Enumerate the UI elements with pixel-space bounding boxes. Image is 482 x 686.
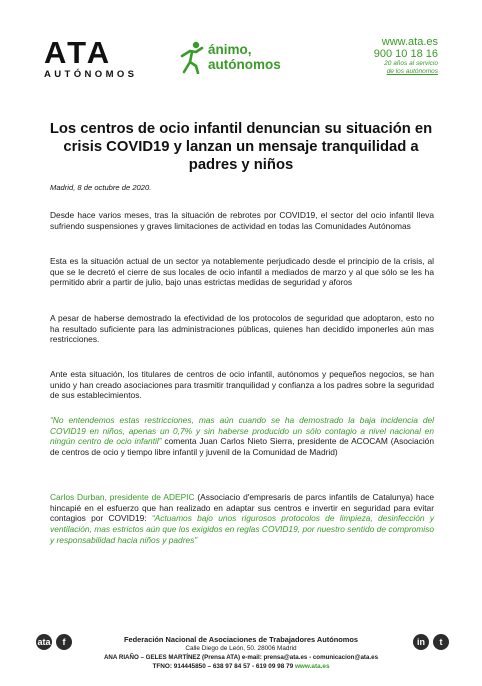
paragraph-3: A pesar de haberse demostrado la efectividad de los protocolos de seguridad que adoptaron, esto no ha resultado suficiente para las administraciones públicas, quienes han decidido imponerles aún mas restricciones. — [50, 313, 434, 345]
ata-logo-sub: AUTÓNOMOS — [44, 69, 138, 80]
quote-acocam: “No entendemos estas restricciones, mas aún cuando se ha demostrado la baja incidencia del COVID19 en niños, apenas un 0,7% y sin haberse producido un sólo contagio a nivel nacional en ningún centro de ocio infantil” — [50, 415, 434, 447]
ata-logo — [44, 35, 144, 88]
paragraph-2: Esta es la situación actual de un sector ya notablemente perjudicado desde el principio de la crisis, al que se le decretó el cierre de sus locales de ocio infantil a mediados de marzo y al que sólo se les ha permitido abrir a partir de julio, bajo unas estrictas medidas de seguridad y aforos — [50, 256, 434, 288]
paragraph-6-text: (Associacio d'empresaris de parcs infantils de Catalunya) hace hincapié en el esfuerzo que han realizado en adaptar sus centros e invertir en seguridad para evitar contagios por COVID19: — [50, 492, 435, 524]
tagline — [318, 60, 438, 76]
animo-line2: autónomos — [208, 57, 281, 72]
ata-logo-word: ATA — [44, 35, 113, 70]
tagline-line1: 20 años al servicio — [384, 60, 438, 67]
press-release-title: Los centros de ocio infantil denuncian su situación en crisis COVID19 y lanzan un mensaje tranquilidad a padres y niños — [49, 121, 433, 173]
footer-press-contacts: ANA RIAÑO – GELES MARTÍNEZ (Prensa ATA) e-mail: prensa@ata.es - comunicacion@ata.es — [103, 654, 379, 661]
footer-address: Calle Diego de León, 50. 28006 Madrid — [185, 645, 297, 652]
paragraph-5-attribution: comenta Juan Carlos Nieto Sierra, presidente de ACOCAM (Asociación de centros de ocio y tiempo libre infantil y juvenil de la Comunidad de Madrid) — [50, 436, 434, 458]
footer-phone-numbers: TFNO: 914445850 – 638 97 84 57 - 619 09 98 79 — [152, 663, 295, 670]
paragraph-4: Ante esta situación, los titulares de centros de ocio infantil, autónomos y pequeños negocios, se han unido y han creado asociaciones para trasmitir tranquilidad y confianza a los padres sobre la seguridad de sus establecimientos. — [50, 369, 434, 401]
contact-block — [318, 36, 438, 76]
phone-number: 900 10 18 16 — [373, 48, 438, 60]
linkedin-icon[interactable]: in — [413, 634, 429, 650]
ata-social-icon[interactable]: ata — [36, 634, 52, 650]
tagline-line2: de los autónomos — [386, 68, 438, 75]
paragraph-5 — [50, 415, 434, 458]
website-link[interactable]: www.ata.es — [381, 36, 438, 48]
person-icon — [178, 40, 204, 74]
paragraph-6 — [50, 492, 434, 546]
footer-phones — [50, 663, 432, 670]
facebook-icon[interactable]: f — [56, 634, 72, 650]
adepic-president-name: Carlos Durban, presidente de ADEPIC — [50, 492, 195, 502]
twitter-icon[interactable]: t — [433, 634, 449, 650]
footer-website-link[interactable]: www.ata.es — [294, 663, 330, 670]
release-date: Madrid, 8 de octubre de 2020. — [50, 183, 152, 192]
footer-organization: Federación Nacional de Asociaciones de Trabajadores Autónomos — [124, 635, 358, 644]
quote-adepic: “Actuamos bajo unos rigurosos protocolos de limpieza, desinfección y ventilación, mas estrictos aún que los exigidos en reglas COVID19, por nuestro sentido de compromiso y responsabilidad hacia niños y padres” — [50, 513, 435, 545]
animo-line1: ánimo, — [208, 42, 252, 57]
paragraph-1: Desde hace varios meses, tras la situación de rebrotes por COVID19, el sector del ocio infantil lleva sufriendo suspensiones y graves limitaciones de actividad en todas las Comunidades Autónomas — [50, 210, 434, 231]
animo-autonomos-logo — [178, 38, 308, 78]
